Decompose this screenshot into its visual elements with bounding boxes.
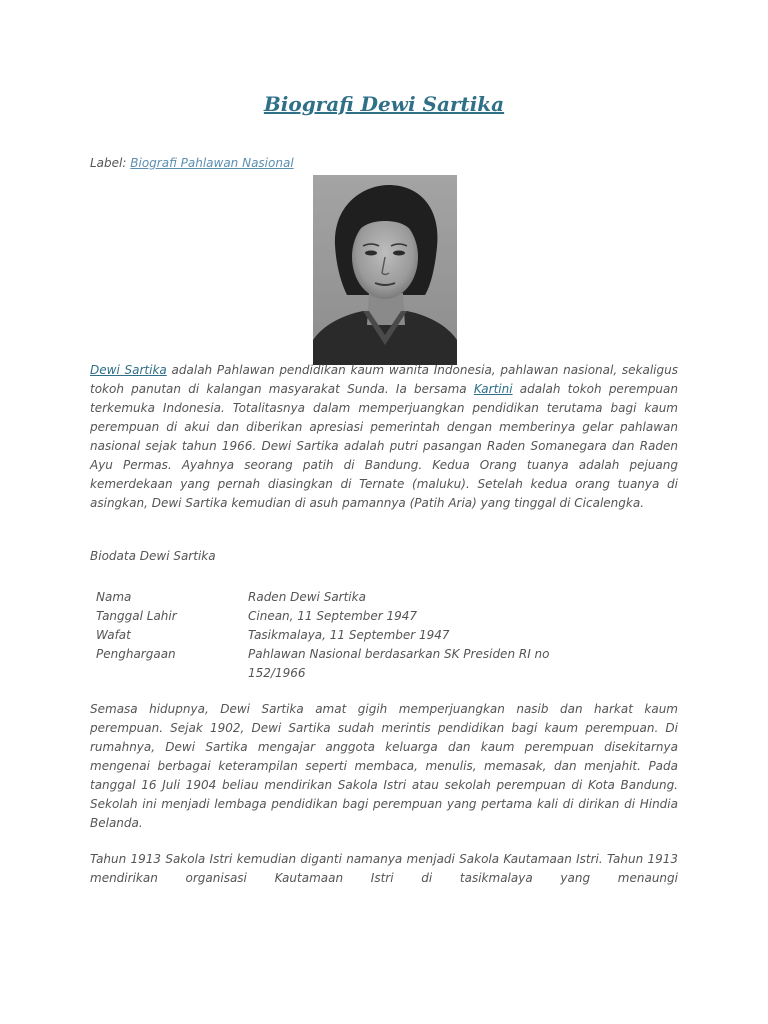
biodata-value: Raden Dewi Sartika xyxy=(248,590,366,604)
biodata-row xyxy=(96,607,596,626)
intro-paragraph xyxy=(90,361,678,513)
biodata-value: Pahlawan Nasional berdasarkan SK Presiden RI no 152/1966 xyxy=(248,647,550,680)
dewi-sartika-link[interactable]: Dewi Sartika xyxy=(90,363,167,377)
portrait-photo-icon xyxy=(313,175,457,365)
body-paragraph-3: Tahun 1913 Sakola Istri kemudian diganti namanya menjadi Sakola Kautamaan Istri. Tahun 1913 mendirikan organisasi Kautamaan Istri di tasikmalaya yang menaungi xyxy=(90,852,678,885)
biodata-table xyxy=(96,588,596,683)
label-line xyxy=(90,156,294,170)
label-prefix: Label: xyxy=(90,156,127,170)
biodata-heading: Biodata Dewi Sartika xyxy=(90,549,216,563)
intro-text-2: adalah tokoh perempuan terkemuka Indonesia. Totalitasnya dalam memperjuangkan pendidikan terutama bagi kaum perempuan di akui dan diberikan apresiasi pemerintah dengan memberinya gelar pahlawan nasional sejak tahun 1966. Dewi Sartika adalah putri pasangan Raden Somanegara dan Raden Ayu Permas. Ayahnya seorang patih di Bandung. Kedua Orang tuanya adalah pejuang kemerdekaan yang pernah diasingkan di Ternate (maluku). Setelah kedua orang tuanya di asingkan, Dewi Sartika kemudian di asuh pamannya (Patih Aria) yang tinggal di Cicalengka. xyxy=(90,382,679,510)
portrait-photo-svg xyxy=(313,175,457,365)
biodata-row xyxy=(96,645,596,683)
kartini-link[interactable]: Kartini xyxy=(473,382,513,396)
page-title[interactable] xyxy=(0,92,768,116)
biodata-value: Cinean, 11 September 1947 xyxy=(248,609,418,623)
biodata-key: Wafat xyxy=(96,628,131,642)
biodata-key: Tanggal Lahir xyxy=(96,609,177,623)
biodata-value: Tasikmalaya, 11 September 1947 xyxy=(248,628,450,642)
biodata-key: Nama xyxy=(96,590,132,604)
title-link[interactable]: Biografi Dewi Sartika xyxy=(263,92,505,116)
body-paragraph-2: Semasa hidupnya, Dewi Sartika amat gigih memperjuangkan nasib dan harkat kaum perempuan. Sejak 1902, Dewi Sartika sudah merintis pendidikan bagi kaum perempuan. Di rumahnya, Dewi Sartika mengajar anggota keluarga dan kaum perempuan disekitarnya mengenai berbagai keterampilan seperti membaca, menulis, memasak, dan menjahit. Pada tanggal 16 Juli 1904 beliau mendirikan Sakola Istri atau sekolah perempuan di Kota Bandung. Sekolah ini menjadi lembaga pendidikan bagi perempuan yang pertama kali di dirikan di Hindia Belanda. xyxy=(90,702,678,830)
label-link[interactable]: Biografi Pahlawan Nasional xyxy=(130,156,294,170)
biodata-key: Penghargaan xyxy=(96,647,176,661)
biodata-row xyxy=(96,626,596,645)
intro-text-1: adalah Pahlawan pendidikan kaum wanita Indonesia, pahlawan nasional, sekaligus tokoh panutan di kalangan masyarakat Sunda. Ia bersama xyxy=(90,363,678,396)
biodata-row xyxy=(96,588,596,607)
